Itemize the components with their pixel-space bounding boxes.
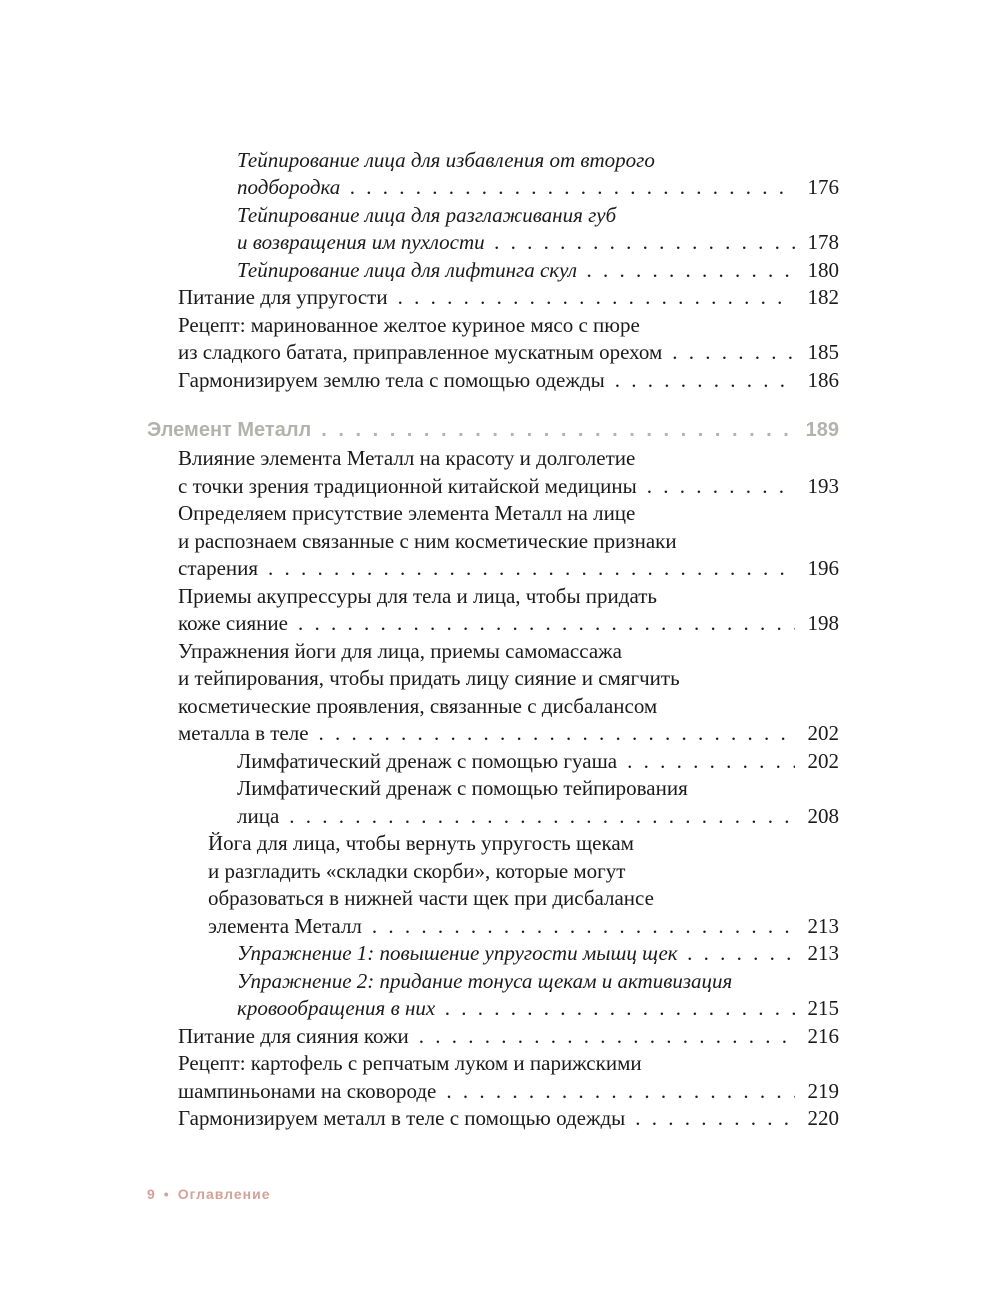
dot-leader (289, 802, 795, 830)
toc-entry-text: Приемы акупрессуры для тела и лица, чтобы придать (178, 584, 657, 608)
toc-entry-text: шампиньонами на сковороде (178, 1079, 437, 1103)
toc-entry-line (178, 692, 839, 720)
toc-entry-line (178, 499, 839, 527)
toc-entry-text: Гармонизируем землю тела с помощью одежды (178, 368, 605, 392)
toc-entry-line (237, 967, 839, 995)
dot-leader (615, 366, 795, 394)
toc-page-number: 208 (807, 804, 839, 828)
toc-entry-text: кровообращения в них (237, 996, 436, 1020)
toc-entry-text: старения (178, 556, 259, 580)
dot-leader (321, 416, 795, 444)
dot-leader (627, 747, 795, 775)
dot-leader (495, 228, 795, 256)
toc-entry-text: Лимфатический дренаж с помощью тейпирования (237, 776, 688, 800)
dot-leader (445, 994, 795, 1022)
dot-leader (398, 283, 795, 311)
toc-entry-line (208, 829, 839, 857)
dot-leader (647, 472, 795, 500)
toc-page-number: 213 (807, 941, 839, 965)
toc-entry-line (208, 857, 839, 885)
dot-leader (587, 256, 795, 284)
toc-page-number: 198 (807, 611, 839, 635)
toc-entry[interactable] (178, 1077, 839, 1105)
dot-leader (372, 912, 795, 940)
toc-page-number: 213 (807, 914, 839, 938)
toc-entry-text: Гармонизируем металл в теле с помощью одежды (178, 1106, 626, 1130)
toc-entry-line (237, 201, 837, 229)
page-footer (147, 1182, 271, 1206)
toc-page-number: 182 (807, 285, 839, 309)
toc-entry-text: из сладкого батата, приправленное мускатным орехом (178, 340, 663, 364)
footer-page-number: 9 (147, 1186, 156, 1202)
toc-section-heading[interactable] (147, 416, 839, 444)
dot-leader (672, 338, 795, 366)
dot-leader (446, 1077, 795, 1105)
toc-entry[interactable] (178, 554, 839, 582)
toc-entry[interactable] (237, 747, 839, 775)
toc-entry-text: лица (237, 804, 280, 828)
toc-entry-text: Тейпирование лица для избавления от второго (237, 148, 655, 172)
toc-entry-text: образоваться в нижней части щек при дисбалансе (208, 886, 654, 910)
toc-entry-text: Рецепт: маринованное желтое куриное мясо с пюре (178, 313, 640, 337)
dot-leader (319, 719, 795, 747)
toc-entry-text: Питание для упругости (178, 285, 388, 309)
toc-entry[interactable] (237, 256, 839, 284)
toc-entry-line (237, 774, 839, 802)
toc-page-number: 193 (807, 474, 839, 498)
toc-entry-text: Влияние элемента Металл на красоту и долголетие (178, 446, 636, 470)
toc-entry-text: Тейпирование лица для разглаживания губ (237, 203, 617, 227)
toc-entry-line (237, 146, 837, 174)
toc-entry[interactable] (178, 1104, 839, 1132)
dot-leader (268, 554, 795, 582)
toc-page-number: 196 (807, 556, 839, 580)
toc-entry[interactable] (178, 1022, 839, 1050)
toc-entry[interactable] (237, 994, 839, 1022)
toc-page-number: 189 (805, 419, 839, 441)
toc-entry-text: Упражнение 2: придание тонуса щекам и активизация (237, 969, 733, 993)
toc-entry-text: косметические проявления, связанные с дисбалансом (178, 694, 658, 718)
toc-entry-text: Упражнение 1: повышение упругости мышц щек (237, 941, 678, 965)
section-title: Элемент Металл (147, 419, 312, 441)
toc-page-number: 202 (807, 721, 839, 745)
toc-entry-text: Рецепт: картофель с репчатым луком и парижскими (178, 1051, 642, 1075)
dot-leader (419, 1022, 795, 1050)
dot-leader (635, 1104, 795, 1132)
toc-page-number: 219 (807, 1079, 839, 1103)
dot-leader (350, 173, 795, 201)
toc-page-number: 178 (807, 230, 839, 254)
toc-entry-text: с точки зрения традиционной китайской медицины (178, 474, 637, 498)
toc-entry-line (178, 1049, 839, 1077)
toc-entry[interactable] (237, 173, 839, 201)
toc-entry-line (178, 527, 839, 555)
toc-entry-text: Тейпирование лица для лифтинга скул (237, 258, 578, 282)
toc-entry[interactable] (178, 283, 839, 311)
toc-entry-text: металла в теле (178, 721, 309, 745)
toc-entry[interactable] (178, 338, 839, 366)
toc-entry-text: Упражнения йоги для лица, приемы самомассажа (178, 639, 622, 663)
toc-page-number: 215 (807, 996, 839, 1020)
toc-entry-text: подбородка (237, 175, 341, 199)
toc-entry[interactable] (237, 228, 839, 256)
toc-entry-text: Определяем присутствие элемента Металл на лице (178, 501, 636, 525)
toc-page-number: 186 (807, 368, 839, 392)
toc-entry-line (178, 664, 839, 692)
toc-entry-text: Лимфатический дренаж с помощью гуаша (237, 749, 618, 773)
toc-entry[interactable] (237, 939, 839, 967)
toc-entry-line (178, 311, 839, 339)
toc-entry[interactable] (178, 366, 839, 394)
toc-entry[interactable] (237, 802, 839, 830)
dot-leader (688, 939, 795, 967)
toc-entry-line (208, 884, 839, 912)
dot-leader (298, 609, 795, 637)
footer-section-label: Оглавление (177, 1186, 271, 1202)
toc-entry-text: и распознаем связанные с ним косметические признаки (178, 529, 677, 553)
toc-entry-text: и тейпирования, чтобы придать лицу сияние и смягчить (178, 666, 680, 690)
toc-entry[interactable] (208, 912, 839, 940)
toc-page-number: 220 (807, 1106, 839, 1130)
toc-page-number: 180 (807, 258, 839, 282)
toc-page-number: 216 (807, 1024, 839, 1048)
toc-page-number: 176 (807, 175, 839, 199)
toc-entry-text: Йога для лица, чтобы вернуть упругость щекам (208, 831, 634, 855)
toc-page-number: 202 (807, 749, 839, 773)
toc-entry-text: и разгладить «складки скорби», которые могут (208, 859, 626, 883)
toc-entry-text: и возвращения им пухлости (237, 230, 485, 254)
toc-entry[interactable] (178, 609, 839, 637)
toc-entry[interactable] (178, 472, 839, 500)
footer-bullet: • (163, 1186, 170, 1202)
toc-entry-line (178, 637, 839, 665)
toc-entry-text: коже сияние (178, 611, 288, 635)
toc-entry-line (178, 582, 839, 610)
toc-entry-line (178, 444, 839, 472)
toc-entry[interactable] (178, 719, 839, 747)
toc-entry-text: Питание для сияния кожи (178, 1024, 409, 1048)
toc-entry-text: элемента Металл (208, 914, 362, 938)
toc-page-number: 185 (807, 340, 839, 364)
